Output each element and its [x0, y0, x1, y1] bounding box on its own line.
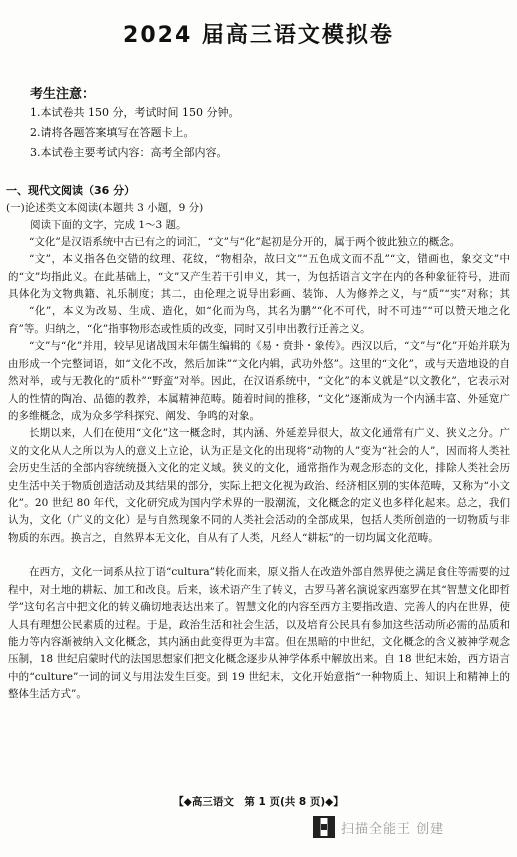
- passage-paragraph: 长期以来，人们在使用“文化”这一概念时，其内涵、外延差异很大，故文化通常有广义、狭义之分。广义的文化从人之所以为人的意义上立论，认为正是文化的出现将“动物的人”变为“社会的人”，因而将人类社会历史生活的全部内容统统摄入文化的定义域。狭义的文化，通常指作为观念形态的文化，排除人类社会历史生活中关于物质创造活动及其结果的部分，实际上把文化视为政治、经济相区别的实体范畴，又称为“小文化”。20 世纪 80 年代，文化研究成为国内学术界的一股潮流，文化概念的定义也多样化起来。总之，我们认为，文化（广义的文化）是与自然现象不同的人类社会活动的全部成果，包括人类所创造的一切物质与非物质的东西。换言之，自然界本无文化，自从有了人类，凡经人“耕耘”的一切均属文化范畴。: [8, 427, 510, 544]
- page-footer: 【◆高三语文 第 1 页(共 8 页)◆】: [173, 796, 344, 808]
- passage-paragraph: “文”，本义指各色交错的纹理、花纹，“物相杂，故曰文”“五色成文而不乱”“文，错画也，象交文”中的“文”均指此义。在此基础上，“文”又产生若干引申义，其一，为包括语言文字在内的各种象征符号，进而具体化为文物典籍、礼乐制度；其二，由伦理之说导出彩画、装饰、人为修养之义，与“质”“实”对称；其: [8, 253, 510, 301]
- passage-paragraph: “文”与“化”并用，较早见诸战国末年儒生编辑的《易・贲卦・象传》。西汉以后，“文”与“化”开始并联为由形成一个完整词语，如“文化不改，然后加诛”“文化内辑，武功外悠”。这里的“文化”，或与天造地设的自然对举，或与无教化的“质朴”“野蛮”对举。因此，在汉语系统中，“文化”的本义就是“以文教化”，它表示对人的性情的陶冶、品德的教养，本属精神范畴。随着时间的推移，“文化”逐渐成为一个内涵丰富、外延宽广的多维概念，成为众多学科探究、阐发、争鸣的对象。: [8, 340, 510, 423]
- page-title: 2024 届高三语文模拟卷: [123, 23, 394, 48]
- passage-paragraph: “文化”是汉语系统中古已有之的词汇，“文”与“化”起初是分开的，属于两个彼此独立的概念。: [29, 236, 461, 248]
- passage-paragraph: “化”，本义为改易、生成、造化，如“化而为鸟，其名为鹏”“化不可代，时不可违”“可以赞天地之化育”等。归纳之，“化”指事物形态或性质的改变，同时又引申出教行迁善之义。: [8, 305, 510, 335]
- notice-item: 3.本试卷主要考试内容：高考全部内容。: [30, 146, 228, 159]
- reading-passage: [8, 234, 510, 704]
- passage-paragraph: 在西方，文化一词系从拉丁语“cultura”转化而来，原义指人在改造外部自然界使之满足食住等需要的过程中，对土地的耕耘、加工和改良。后来，该术语产生了转义，古罗马著名演说家西塞罗在其“智慧文化即哲学”这句名言中把文化的转义确切地表达出来了。智慧文化的内容至西方主要指改造、完善人的内在世界，使人具有理想公民素质的过程。于是，政治生活和社会生活，以及培育公民具有参加这些活动所必需的品质和能力等内容渐被纳入文化概念，其内涵由此变得更为丰富。但在黑暗的中世纪，文化概念的含义被神学观念压制，18 世纪启蒙时代的法国思想家们把文化概念逐步从神学体系中解放出来。自 18 世纪末始，西方语言中的“culture”一词的词义与用法发生巨变。到 19 世纪末，文化开始意指“一种物质上、知识上和精神上的整体生活方式”。: [8, 566, 510, 701]
- section-heading: 一、现代文阅读（36 分）: [6, 184, 136, 197]
- qr-code-icon: [313, 816, 335, 838]
- subsection-heading: (一)论述类文本阅读(本题共 3 小题，9 分): [6, 202, 204, 214]
- notice-item: 1.本试卷共 150 分，考试时间 150 分钟。: [30, 106, 240, 119]
- reading-instruction: 阅读下面的文字，完成 1～3 题。: [30, 219, 187, 231]
- notice-heading: 考生注意：: [30, 87, 96, 102]
- notice-item: 2.请将各题答案填写在答题卡上。: [30, 126, 195, 139]
- scanner-watermark: 扫描全能王 创建: [341, 822, 445, 837]
- notice-list: [30, 103, 239, 163]
